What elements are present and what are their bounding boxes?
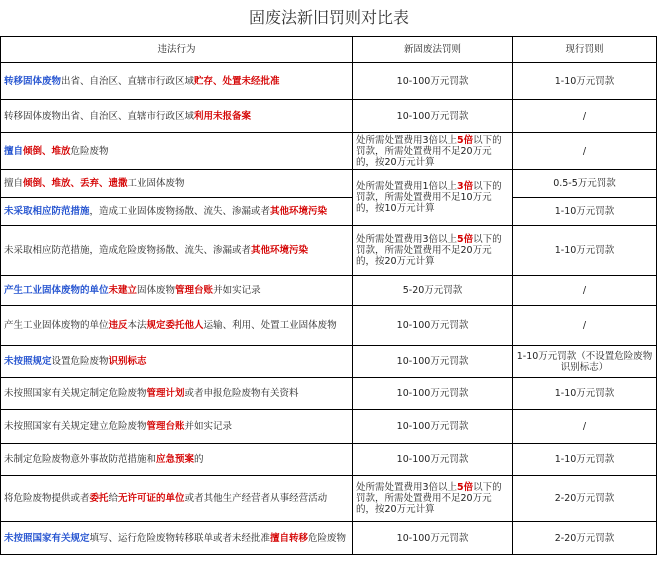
violation-cell <box>1 378 353 410</box>
new-penalty-cell <box>353 378 513 410</box>
violation-text: 出省、自治区、直辖市行政区域 <box>61 75 195 87</box>
current-penalty-cell <box>513 306 657 346</box>
violation-text: ，造成工业固体废物扬散、流失、渗漏或者 <box>89 206 271 217</box>
new-penalty-cell <box>353 476 513 522</box>
table-row <box>1 346 657 378</box>
current-penalty-text: 2-20万元罚款 <box>554 493 615 504</box>
violation-text: 未采取相应防范措施 <box>4 206 90 217</box>
violation-cell <box>1 198 353 226</box>
new-penalty-text: 处所需处置费用1倍以上 <box>356 181 458 192</box>
violation-text: 委托 <box>89 493 109 504</box>
table-row <box>1 170 657 198</box>
current-penalty-text: 2-20万元罚款 <box>554 532 615 544</box>
current-penalty-cell <box>513 378 657 410</box>
table-row <box>1 522 657 555</box>
violation-text: 运输、利用、处置工业固体废物 <box>203 320 337 331</box>
header-current-penalty: 现行罚则 <box>513 37 657 63</box>
current-penalty-cell <box>513 133 657 170</box>
new-penalty-cell <box>353 444 513 476</box>
violation-text: 利用未报备案 <box>194 110 252 122</box>
violation-text: 贮存、处置未经批准 <box>194 75 280 87</box>
violation-text: 擅自转移 <box>270 532 309 544</box>
current-penalty-text: 1-10万元罚款 <box>554 245 615 256</box>
violation-cell <box>1 522 353 555</box>
violation-text: 本法 <box>127 320 147 331</box>
violation-text: 或者其他生产经营者从事经营活动 <box>184 493 328 504</box>
new-penalty-text: 5倍 <box>457 482 474 493</box>
violation-text: 转移固体废物 <box>4 75 62 87</box>
violation-text: 产生工业固体废物的单位 <box>4 285 109 296</box>
new-penalty-text: 5倍 <box>457 134 474 146</box>
new-penalty-text: 10-100万元罚款 <box>396 454 469 465</box>
new-penalty-text: 10-100万元罚款 <box>396 388 469 399</box>
violation-text: 并如实记录 <box>213 285 261 296</box>
current-penalty-text: / <box>582 421 587 432</box>
current-penalty-cell <box>513 100 657 133</box>
violation-text: 固体废物 <box>137 285 176 296</box>
violation-text: 未按照规定 <box>4 356 52 367</box>
new-penalty-cell <box>353 306 513 346</box>
violation-text: 设置危险废物 <box>51 356 109 367</box>
violation-cell <box>1 476 353 522</box>
violation-text: 无许可证的单位 <box>118 493 185 504</box>
current-penalty-cell <box>513 444 657 476</box>
new-penalty-cell <box>353 276 513 306</box>
violation-text: 并如实记录 <box>184 421 233 432</box>
violation-text: 其他环境污染 <box>251 245 309 256</box>
table-row <box>1 306 657 346</box>
current-penalty-cell <box>513 410 657 444</box>
violation-text: 未按照国家有关规定制定危险废物 <box>4 388 147 399</box>
current-penalty-text: / <box>582 320 587 331</box>
header-violation: 违法行为 <box>1 37 353 63</box>
current-penalty-text: 1-10万元罚款（不设置危险废物识别标志） <box>516 350 653 373</box>
violation-text: 给 <box>108 493 119 504</box>
current-penalty-cell <box>513 346 657 378</box>
violation-text: 应急预案 <box>156 454 195 465</box>
new-penalty-cell <box>353 346 513 378</box>
violation-text: 工业固体废物 <box>127 178 185 189</box>
table-row <box>1 410 657 444</box>
violation-text: 或者申报危险废物有关资料 <box>184 388 299 399</box>
current-penalty-cell <box>513 226 657 276</box>
violation-text: 产生工业固体废物的单位 <box>4 320 109 331</box>
violation-cell <box>1 170 353 198</box>
current-penalty-text: / <box>582 145 587 157</box>
violation-text: 未制定危险废物意外事故防范措施和 <box>4 454 157 465</box>
new-penalty-text: 以下的罚款，所需处置费用不足10万元的，按10万元计算 <box>356 181 502 214</box>
comparison-table <box>0 36 657 555</box>
violation-text: 管理台账 <box>146 421 185 432</box>
current-penalty-cell <box>513 276 657 306</box>
new-penalty-text: 10-100万元罚款 <box>396 421 469 432</box>
violation-text: 规定委托他人 <box>146 320 204 331</box>
new-penalty-text: 处所需处置费用3倍以上 <box>356 482 458 493</box>
violation-cell <box>1 444 353 476</box>
violation-text: 管理计划 <box>146 388 185 399</box>
new-penalty-text: 以下的罚款，所需处置费用不足20万元的，按20万元计算 <box>356 134 502 168</box>
new-penalty-text: 10-100万元罚款 <box>396 356 469 367</box>
violation-cell <box>1 276 353 306</box>
violation-text: 其他环境污染 <box>270 206 328 217</box>
new-penalty-text: 处所需处置费用3倍以上 <box>356 234 458 245</box>
new-penalty-cell <box>353 410 513 444</box>
violation-text: 倾倒、堆放、丢弃、遗撒 <box>23 178 128 189</box>
violation-text: 危险废物 <box>308 532 347 544</box>
current-penalty-text: / <box>582 110 587 122</box>
table-row <box>1 444 657 476</box>
table-row <box>1 198 657 226</box>
header-new-penalty: 新固废法罚则 <box>353 37 513 63</box>
violation-text: 未采取相应防范措施，造成危险废物扬散、流失、渗漏或者 <box>4 245 252 256</box>
violation-text: 未建立 <box>108 285 138 296</box>
current-penalty-text: 1-10万元罚款 <box>554 206 615 217</box>
table-row <box>1 133 657 170</box>
new-penalty-cell <box>353 133 513 170</box>
violation-cell <box>1 346 353 378</box>
new-penalty-text: 以下的罚款，所需处置费用不足20万元的，按20万元计算 <box>356 234 502 267</box>
violation-text: 将危险废物提供或者 <box>4 493 90 504</box>
table-row <box>1 63 657 100</box>
table-row <box>1 100 657 133</box>
violation-text: 危险废物 <box>70 145 109 157</box>
new-penalty-text: 5倍 <box>457 234 474 245</box>
violation-text: 识别标志 <box>108 356 147 367</box>
violation-text: 违反 <box>108 320 128 331</box>
violation-cell <box>1 306 353 346</box>
current-penalty-cell <box>513 170 657 198</box>
table-header-row <box>1 37 657 63</box>
violation-text: 擅自 <box>4 145 24 157</box>
new-penalty-cell <box>353 63 513 100</box>
table-row <box>1 276 657 306</box>
violation-text: 未按照国家有关规定建立危险废物 <box>4 421 147 432</box>
current-penalty-text: / <box>582 285 587 296</box>
new-penalty-text: 10-100万元罚款 <box>396 110 469 122</box>
new-penalty-text: 10-100万元罚款 <box>396 532 469 544</box>
violation-text: 的 <box>194 454 204 465</box>
new-penalty-cell <box>353 522 513 555</box>
table-row <box>1 378 657 410</box>
current-penalty-cell <box>513 198 657 226</box>
current-penalty-text: 0.5-5万元罚款 <box>553 178 616 189</box>
new-penalty-cell <box>353 170 513 226</box>
current-penalty-cell <box>513 63 657 100</box>
violation-cell <box>1 410 353 444</box>
new-penalty-text: 以下的罚款，所需处置费用不足20万元的，按20万元计算 <box>356 482 502 515</box>
new-penalty-text: 10-100万元罚款 <box>396 75 469 87</box>
new-penalty-text: 5-20万元罚款 <box>402 285 463 296</box>
new-penalty-text: 10-100万元罚款 <box>396 320 469 331</box>
table-row <box>1 476 657 522</box>
violation-text: 未按照国家有关规定 <box>4 532 90 544</box>
violation-text: 转移固体废物出省、自治区、直辖市行政区域 <box>4 110 195 122</box>
violation-text: 管理台账 <box>175 285 214 296</box>
new-penalty-cell <box>353 100 513 133</box>
violation-cell <box>1 63 353 100</box>
current-penalty-text: 1-10万元罚款 <box>554 388 615 399</box>
current-penalty-text: 1-10万元罚款 <box>554 75 615 87</box>
new-penalty-text: 处所需处置费用3倍以上 <box>356 134 458 146</box>
page-title: 固废法新旧罚则对比表 <box>248 8 409 27</box>
new-penalty-cell <box>353 226 513 276</box>
current-penalty-cell <box>513 476 657 522</box>
violation-text: 填写、运行危险废物转移联单或者未经批准 <box>89 532 271 544</box>
table-row <box>1 226 657 276</box>
current-penalty-text: 1-10万元罚款 <box>554 454 615 465</box>
violation-text: 擅自 <box>4 178 24 189</box>
violation-cell <box>1 100 353 133</box>
violation-cell <box>1 226 353 276</box>
new-penalty-text: 3倍 <box>457 181 474 192</box>
violation-cell <box>1 133 353 170</box>
current-penalty-cell <box>513 522 657 555</box>
violation-text: 倾倒、堆放 <box>23 145 71 157</box>
